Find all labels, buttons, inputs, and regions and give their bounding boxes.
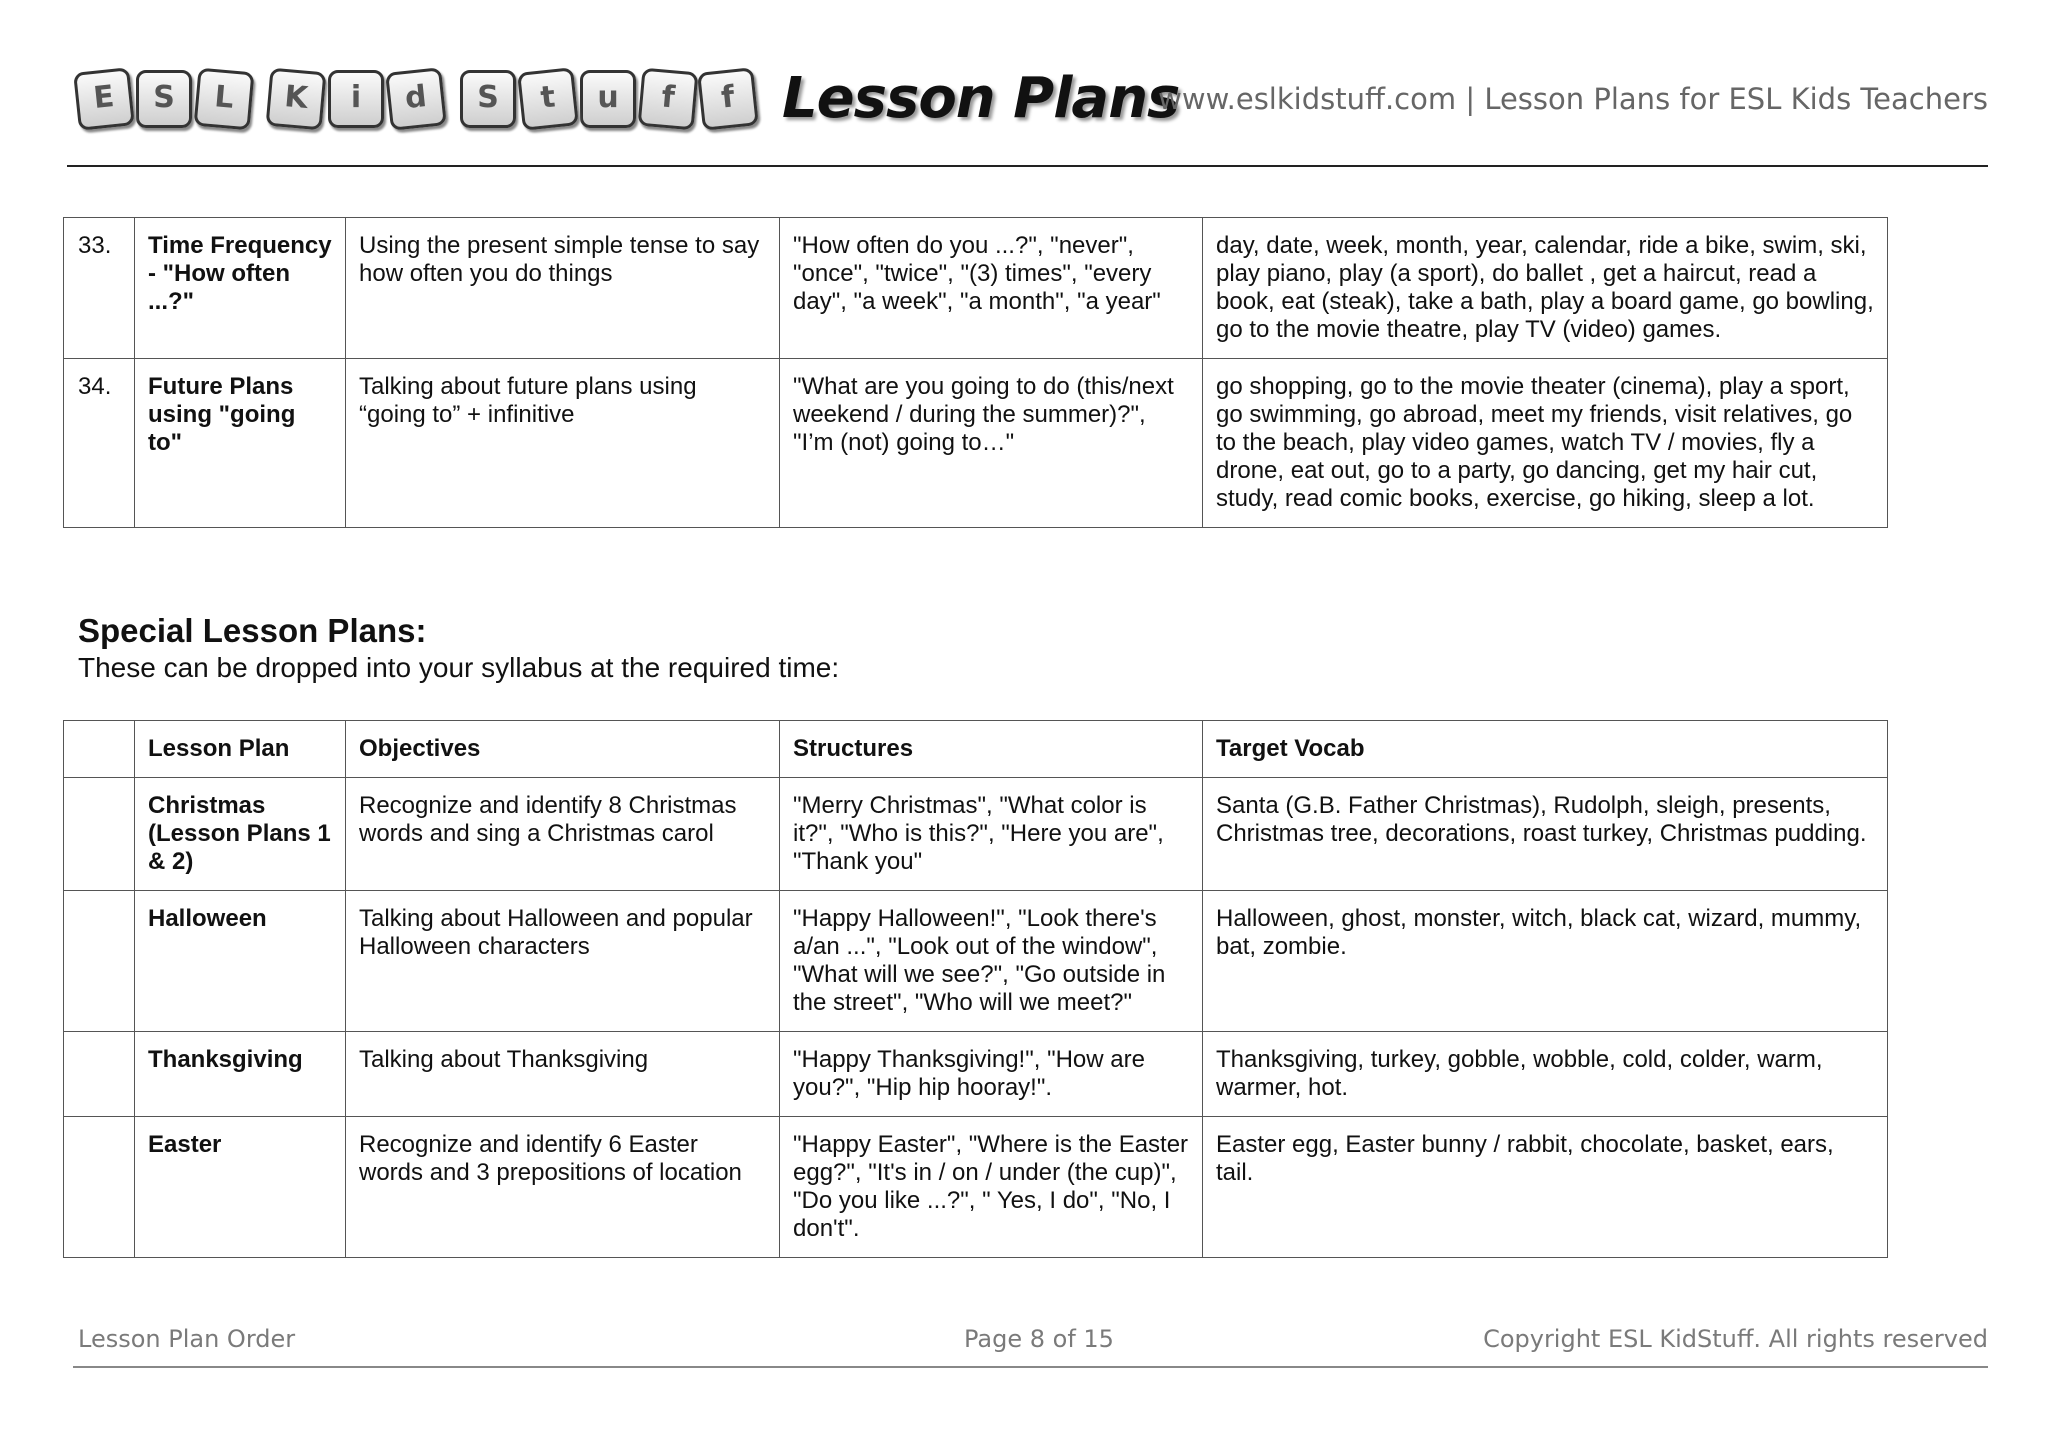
footer-page-number: Page 8 of 15: [964, 1325, 1114, 1353]
lesson-objectives: Using the present simple tense to say how often you do things: [346, 218, 780, 359]
logo-letter: t: [517, 67, 579, 131]
lesson-structures: "Happy Halloween!", "Look there's a/an ...", "Look out of the window", "What will we see?", "Go outside in the street", "Who will we meet?": [780, 891, 1203, 1032]
lesson-vocab: Halloween, ghost, monster, witch, black cat, wizard, mummy, bat, zombie.: [1203, 891, 1888, 1032]
header-divider: [67, 165, 1988, 167]
lesson-plan-name: Thanksgiving: [135, 1032, 346, 1117]
lesson-vocab: go shopping, go to the movie theater (cinema), play a sport, go swimming, go abroad, meet my friends, visit relatives, go to the beach, play video games, watch TV / movies, fly a drone, eat out, go to a party, go dancing, get my hair cut, study, read comic books, exercise, go hiking, sleep a lot.: [1203, 359, 1888, 528]
lesson-vocab: Santa (G.B. Father Christmas), Rudolph, sleigh, presents, Christmas tree, decorations, roast turkey, Christmas pudding.: [1203, 778, 1888, 891]
logo-letter: S: [460, 70, 516, 128]
header-cell-vocab: Target Vocab: [1203, 721, 1888, 778]
page-header: [76, 56, 1988, 166]
lesson-vocab: Thanksgiving, turkey, gobble, wobble, cold, colder, warm, warmer, hot.: [1203, 1032, 1888, 1117]
logo-letter: S: [136, 70, 192, 128]
lesson-objectives: Recognize and identify 8 Christmas words and sing a Christmas carol: [346, 778, 780, 891]
logo-letter: E: [73, 67, 135, 131]
header-cell-structures: Structures: [780, 721, 1203, 778]
section-subtitle: These can be dropped into your syllabus at the required time:: [78, 652, 840, 683]
lesson-plan-name: Halloween: [135, 891, 346, 1032]
logo-letter: u: [580, 70, 636, 128]
lesson-structures: "How often do you ...?", "never", "once", "twice", "(3) times", "every day", "a week", "a month", "a year": [780, 218, 1203, 359]
lesson-plan-name: Christmas (Lesson Plans 1 & 2): [135, 778, 346, 891]
logo-letter: L: [194, 67, 255, 130]
section-title: Special Lesson Plans:: [78, 612, 427, 649]
lesson-number: 34.: [64, 359, 135, 528]
logo-letter: f: [697, 67, 759, 131]
lesson-structures: "What are you going to do (this/next weekend / during the summer)?", "I’m (not) going to…": [780, 359, 1203, 528]
lesson-number: [64, 1032, 135, 1117]
logo-title: Lesson Plans: [782, 66, 1180, 131]
table-row: [64, 218, 1888, 359]
table-row: [64, 778, 1888, 891]
lesson-objectives: Talking about Halloween and popular Halloween characters: [346, 891, 780, 1032]
table-header-row: [64, 721, 1888, 778]
site-tagline: www.eslkidstuff.com | Lesson Plans for ESL Kids Teachers: [1158, 82, 1988, 116]
lesson-number: [64, 778, 135, 891]
logo-letter: f: [638, 67, 699, 130]
header-cell-objectives: Objectives: [346, 721, 780, 778]
lesson-structures: "Happy Thanksgiving!", "How are you?", "Hip hip hooray!".: [780, 1032, 1203, 1117]
logo-letter: i: [328, 70, 384, 128]
lesson-objectives: Talking about Thanksgiving: [346, 1032, 780, 1117]
eslkidstuff-logo: [76, 66, 1179, 131]
header-cell-plan: Lesson Plan: [135, 721, 346, 778]
logo-letter: K: [266, 67, 327, 130]
table-row: [64, 359, 1888, 528]
lesson-number: [64, 1117, 135, 1258]
table-row: [64, 1032, 1888, 1117]
lesson-vocab: day, date, week, month, year, calendar, ride a bike, swim, ski, play piano, play (a sport), do ballet , get a haircut, read a book, eat (steak), take a bath, play a board game, go bowling, go to the movie theatre, play TV (video) games.: [1203, 218, 1888, 359]
lesson-objectives: Recognize and identify 6 Easter words and 3 prepositions of location: [346, 1117, 780, 1258]
lesson-structures: "Merry Christmas", "What color is it?", "Who is this?", "Here you are", "Thank you": [780, 778, 1203, 891]
lesson-structures: "Happy Easter", "Where is the Easter egg?", "It's in / on / under (the cup)", "Do you like ...?", " Yes, I do", "No, I don't".: [780, 1117, 1203, 1258]
table-row: [64, 891, 1888, 1032]
lesson-plans-table: [63, 217, 1888, 528]
lesson-plan-name: Easter: [135, 1117, 346, 1258]
footer-document-title: Lesson Plan Order: [78, 1325, 296, 1353]
logo-letter: d: [385, 67, 447, 131]
header-cell-number: [64, 721, 135, 778]
special-lesson-plans-table: [63, 720, 1888, 1258]
lesson-plan-name: Future Plans using "going to": [135, 359, 346, 528]
footer-copyright: Copyright ESL KidStuff. All rights reserved: [1483, 1325, 1988, 1353]
table-row: [64, 1117, 1888, 1258]
lesson-vocab: Easter egg, Easter bunny / rabbit, chocolate, basket, ears, tail.: [1203, 1117, 1888, 1258]
lesson-number: 33.: [64, 218, 135, 359]
footer-divider: [73, 1366, 1988, 1368]
lesson-number: [64, 891, 135, 1032]
lesson-plan-name: Time Frequency - "How often ...?": [135, 218, 346, 359]
lesson-objectives: Talking about future plans using “going to” + infinitive: [346, 359, 780, 528]
